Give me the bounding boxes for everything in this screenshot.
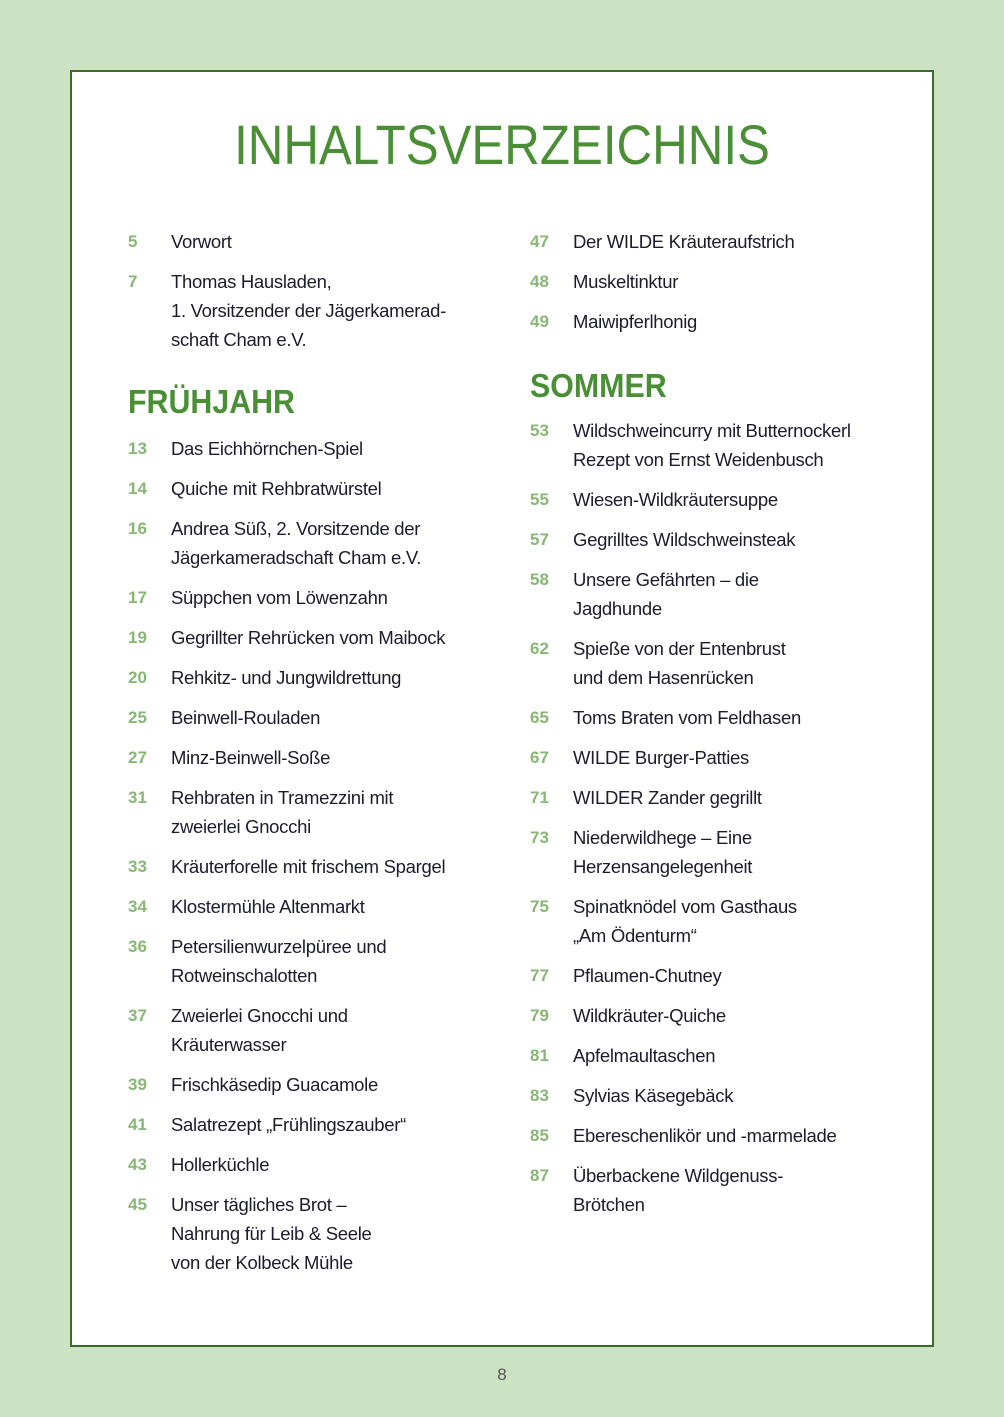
toc-entry[interactable] (530, 485, 890, 514)
toc-entry-title: Petersilienwurzelpüree und Rotweinschalotten (171, 936, 387, 986)
toc-page-number: 57 (530, 530, 549, 549)
toc-entry-title: Minz-Beinwell-Soße (171, 747, 331, 768)
toc-page-number: 25 (128, 708, 147, 727)
toc-entry-title: Der WILDE Kräuteraufstrich (573, 231, 795, 252)
toc-entry-title: Rehbraten in Tramezzini mit zweierlei Gnocchi (171, 787, 394, 837)
toc-entry-title: Salatrezept „Frühlingszauber“ (171, 1114, 406, 1135)
toc-page-number: 77 (530, 966, 549, 985)
toc-entry[interactable] (128, 1150, 488, 1179)
toc-page-number: 37 (128, 1006, 147, 1025)
toc-entry-title: Gegrilltes Wildschweinsteak (573, 529, 796, 550)
toc-entry[interactable] (128, 1001, 488, 1059)
toc-entry-title: Überbackene Wildgenuss- Brötchen (573, 1165, 784, 1215)
section-heading-fruehjahr: FRÜHJAHR (128, 383, 295, 420)
toc-entry-title: Muskeltinktur (573, 271, 679, 292)
page-title: INHALTSVERZEICHNIS (234, 113, 770, 176)
toc-entry[interactable] (530, 1081, 890, 1110)
toc-entry-title: Toms Braten vom Feldhasen (573, 707, 801, 728)
toc-entry[interactable] (128, 892, 488, 921)
toc-page-number: 48 (530, 272, 549, 291)
toc-entry[interactable] (530, 634, 890, 692)
toc-page-number: 31 (128, 788, 147, 807)
toc-entry[interactable] (530, 1001, 890, 1030)
toc-page-number: 27 (128, 748, 147, 767)
toc-entry-title: Gegrillter Rehrücken vom Maibock (171, 627, 446, 648)
toc-entry[interactable] (128, 852, 488, 881)
toc-entry[interactable] (530, 961, 890, 990)
toc-entry[interactable] (530, 743, 890, 772)
toc-entry[interactable] (530, 307, 890, 336)
toc-page-number: 62 (530, 639, 549, 658)
toc-entry-title: Kräuterforelle mit frischem Spargel (171, 856, 446, 877)
toc-entry-title: Wildkräuter-Quiche (573, 1005, 726, 1026)
toc-entry-title: Wiesen-Wildkräutersuppe (573, 489, 778, 510)
toc-page-number: 55 (530, 490, 549, 509)
toc-page-number: 65 (530, 708, 549, 727)
toc-entry-title: Vorwort (171, 231, 232, 252)
toc-entry-title: Klostermühle Altenmarkt (171, 896, 365, 917)
toc-entry-title: Pflaumen-Chutney (573, 965, 722, 986)
toc-entry-title: Quiche mit Rehbratwürstel (171, 478, 382, 499)
toc-page-number: 19 (128, 628, 147, 647)
toc-page-number: 43 (128, 1155, 147, 1174)
toc-entry-title: Das Eichhörnchen-Spiel (171, 438, 363, 459)
toc-page-number: 71 (530, 788, 549, 807)
toc-page-number: 5 (128, 232, 138, 251)
toc-entry[interactable] (128, 1110, 488, 1139)
toc-entry[interactable] (530, 1041, 890, 1070)
toc-page-number: 53 (530, 421, 549, 440)
page-number: 8 (497, 1365, 507, 1384)
toc-entry-title: Spieße von der Entenbrust und dem Hasenrücken (573, 638, 786, 688)
toc-entry-title: Niederwildhege – Eine Herzensangelegenheit (573, 827, 753, 877)
toc-page-number: 81 (530, 1046, 549, 1065)
toc-entry[interactable] (128, 267, 488, 354)
toc-page-number: 20 (128, 668, 147, 687)
toc-entry-title: Süppchen vom Löwenzahn (171, 587, 388, 608)
toc-entry[interactable] (128, 514, 488, 572)
toc-page-number: 41 (128, 1115, 147, 1134)
toc-page-number: 75 (530, 897, 549, 916)
toc-entry[interactable] (128, 1190, 488, 1277)
toc-entry[interactable] (530, 267, 890, 296)
toc-entry-title: WILDE Burger-Patties (573, 747, 749, 768)
toc-page-number: 39 (128, 1075, 147, 1094)
toc-entry-title: Thomas Hausladen, 1. Vorsitzender der Jägerkamerad- schaft Cham e.V. (171, 271, 446, 350)
toc-entry-title: Maiwipferlhonig (573, 311, 698, 332)
toc-entry-title: Unsere Gefährten – die Jagdhunde (573, 569, 759, 619)
toc-entry[interactable] (128, 663, 488, 692)
toc-page-number: 83 (530, 1086, 549, 1105)
toc-entry[interactable] (530, 703, 890, 732)
toc-entry[interactable] (128, 623, 488, 652)
toc-page-number: 47 (530, 232, 549, 251)
toc-page-number: 49 (530, 312, 549, 331)
toc-entry[interactable] (530, 823, 890, 881)
toc-page-number: 45 (128, 1195, 147, 1214)
toc-entry-title: WILDER Zander gegrillt (573, 787, 762, 808)
toc-entry-title: Wildschweincurry mit Butternockerl Rezept von Ernst Weidenbusch (573, 420, 851, 470)
toc-page-number: 33 (128, 857, 147, 876)
toc-entry-title: Zweierlei Gnocchi und Kräuterwasser (171, 1005, 348, 1055)
toc-entry-title: Ebereschenlikör und -marmelade (573, 1125, 837, 1146)
toc-entry-title: Hollerküchle (171, 1154, 270, 1175)
toc-left-column (128, 227, 488, 1288)
toc-entry-title: Rehkitz- und Jungwildrettung (171, 667, 402, 688)
toc-entry[interactable] (128, 783, 488, 841)
toc-entry-title: Apfelmaultaschen (573, 1045, 716, 1066)
toc-page-number: 79 (530, 1006, 549, 1025)
toc-entry[interactable] (530, 892, 890, 950)
toc-entry[interactable] (530, 525, 890, 554)
section-heading-sommer: SOMMER (530, 367, 667, 404)
toc-entry-title: Andrea Süß, 2. Vorsitzende der Jägerkameradschaft Cham e.V. (171, 518, 422, 568)
toc-entry[interactable] (128, 743, 488, 772)
toc-entry-title: Sylvias Käsegebäck (573, 1085, 734, 1106)
toc-page-number: 67 (530, 748, 549, 767)
toc-entry[interactable] (128, 583, 488, 612)
toc-page-number: 14 (128, 479, 147, 498)
toc-entry-title: Unser tägliches Brot – Nahrung für Leib & Seele von der Kolbeck Mühle (171, 1194, 372, 1273)
toc-right-column (530, 227, 890, 1230)
toc-page-number: 13 (128, 439, 147, 458)
toc-page-number: 58 (530, 570, 549, 589)
toc-page-number: 73 (530, 828, 549, 847)
toc-page-number: 17 (128, 588, 147, 607)
toc-entry[interactable] (128, 932, 488, 990)
toc-page-number: 7 (128, 272, 138, 291)
toc-entry-title: Beinwell-Rouladen (171, 707, 321, 728)
toc-entry[interactable] (128, 227, 488, 256)
toc-entry[interactable] (530, 1161, 890, 1219)
toc-entry[interactable] (530, 783, 890, 812)
toc-entry[interactable] (530, 227, 890, 256)
toc-entry[interactable] (530, 565, 890, 623)
toc-entry[interactable] (128, 474, 488, 503)
toc-page-number: 85 (530, 1126, 549, 1145)
toc-page-number: 34 (128, 897, 147, 916)
toc-entry[interactable] (128, 703, 488, 732)
toc-entry[interactable] (530, 1121, 890, 1150)
toc-page-number: 36 (128, 937, 147, 956)
toc-entry-title: Spinatknödel vom Gasthaus „Am Ödenturm“ (573, 896, 797, 946)
toc-entry[interactable] (530, 416, 890, 474)
toc-entry[interactable] (128, 434, 488, 463)
toc-entry[interactable] (128, 1070, 488, 1099)
toc-page-number: 16 (128, 519, 147, 538)
toc-page-number: 87 (530, 1166, 549, 1185)
toc-entry-title: Frischkäsedip Guacamole (171, 1074, 378, 1095)
